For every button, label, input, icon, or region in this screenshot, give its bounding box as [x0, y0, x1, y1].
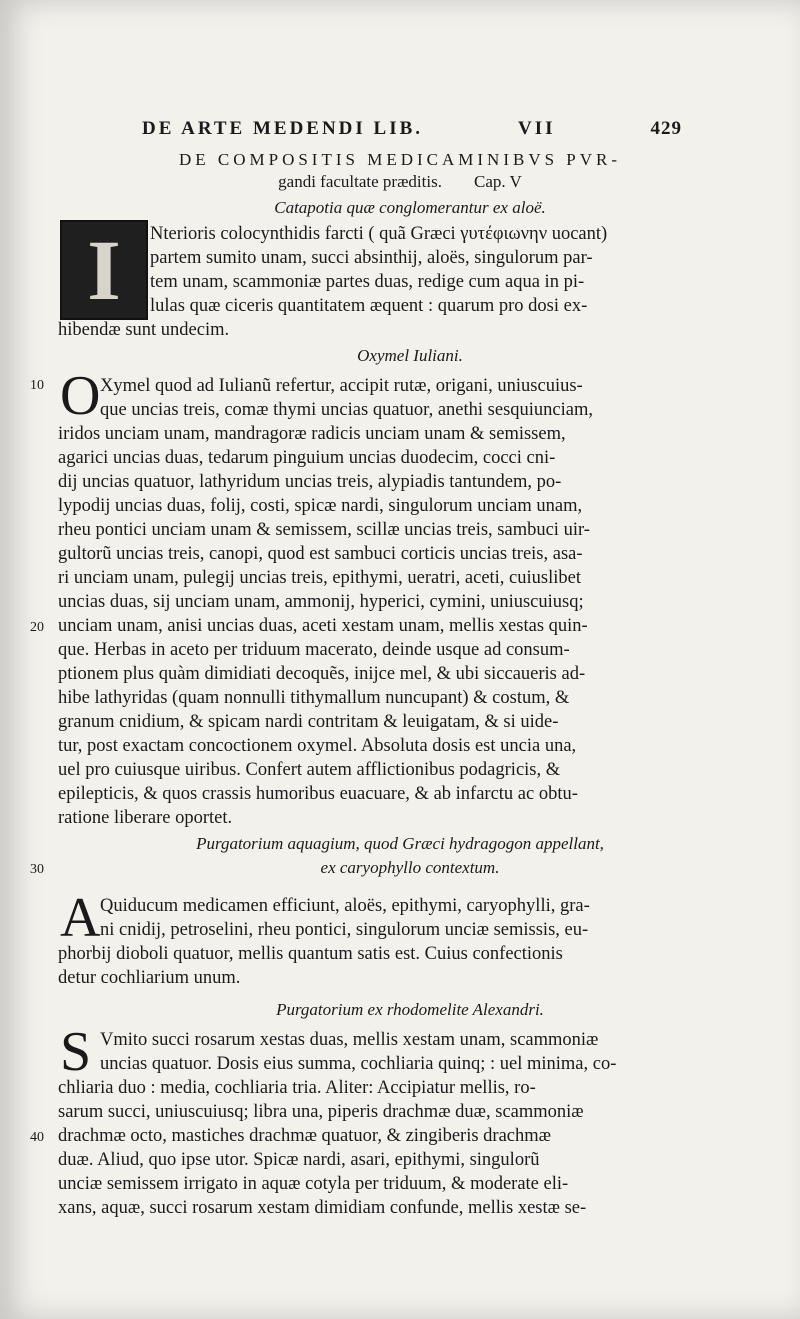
text-line: hibendæ sunt undecim. — [58, 320, 230, 340]
initial-a: A — [60, 887, 101, 949]
text-line: uel pro cuiusque uiribus. Confert autem afflictionibus podagricis, & — [58, 760, 561, 780]
line-number: 40 — [30, 1130, 44, 1145]
section-title-aquagium-2: ex caryophyllo contextum. — [320, 858, 500, 877]
initial-s: S — [60, 1021, 92, 1083]
text-line: iridos unciam unam, mandragoræ radicis unciam unam & semissem, — [58, 424, 566, 444]
text-line: drachmæ octo, mastiches drachmæ quatuor, & zingiberis drachmæ — [58, 1126, 551, 1146]
running-head — [142, 118, 682, 140]
text-line: ratione liberare oportet. — [58, 808, 233, 828]
text-line: Quiducum medicamen efficiunt, aloës, epithymi, caryophylli, gra- — [100, 896, 590, 916]
text-line: ptionem plus quàm dimidiati decoquẽs, inijce mel, & ubi siccaueris ad- — [58, 664, 586, 684]
running-title: DE ARTE MEDENDI LIB. — [142, 118, 424, 139]
text-line: partem sumito unam, succi absinthij, aloës, singulorum par- — [150, 248, 593, 268]
section-title-oxymel: Oxymel Iuliani. — [357, 346, 463, 365]
chapter-title-line1: DE COMPOSITIS MEDICAMINIBVS PVR- — [178, 150, 622, 169]
text-line: xans, aquæ, succi rosarum xestam dimidiam confunde, mellis xestæ se- — [58, 1198, 587, 1218]
text-line: ni cnidij, petroselini, rheu pontici, singulorum unciæ semissis, eu- — [100, 920, 589, 940]
text-line: epilepticis, & quos crassis humoribus euacuare, & ab infarctu ac obtu- — [58, 784, 578, 804]
text-line: que uncias treis, comæ thymi uncias quatuor, anethi sesquiunciam, — [100, 400, 593, 420]
text-line: hibe lathyridas (quam nonnulli tithymallum nuncupant) & costum, & — [58, 688, 570, 708]
text-line: gultorũ uncias treis, canopi, quod est sambuci corticis uncias treis, asa- — [58, 544, 583, 564]
text-line: unciam unam, anisi uncias duas, aceti xestam unam, mellis xestas quin- — [58, 616, 588, 636]
text-line: chliaria duo : media, cochliaria tria. Aliter: Accipiatur mellis, ro- — [58, 1078, 536, 1098]
text-line: detur cochliarium unum. — [58, 968, 241, 988]
text-line: tem unam, scammoniæ partes duas, redige cum aqua in pi- — [150, 272, 585, 292]
text-line: Nterioris colocynthidis farcti ( quã Græci γυτέφιωνην uocant) — [150, 224, 608, 244]
chapter-cap-label: Cap. V — [473, 172, 522, 191]
text-line: lulas quæ ciceris quantitatem æquent : quarum pro dosi ex- — [150, 296, 588, 316]
text-line: Xymel quod ad Iulianũ refertur, accipit rutæ, origani, uniuscuius- — [100, 376, 583, 396]
section-title-rhodomelite: Purgatorium ex rhodomelite Alexandri. — [276, 1000, 544, 1019]
text-line: agarici uncias duas, tedarum pinguium uncias duodecim, cocci cni- — [58, 448, 556, 468]
text-line: que. Herbas in aceto per triduum macerato, deinde usque ad consum- — [58, 640, 570, 660]
chapter-title-text: gandi facultate præditis. — [278, 172, 442, 191]
line-number: 30 — [30, 862, 44, 877]
decorated-initial-letter: I — [87, 222, 121, 318]
text-line: Vmito succi rosarum xestas duas, mellis xestam unam, scammoniæ — [100, 1030, 599, 1050]
text-line: sarum succi, uniuscuiusq; libra una, piperis drachmæ duæ, scammoniæ — [58, 1102, 584, 1122]
text-line: dij uncias quatuor, lathyridum uncias treis, alypiadis tantundem, po- — [58, 472, 562, 492]
text-line: uncias duas, sij unciam unam, ammonij, hyperici, cymini, uniuscuiusq; — [58, 592, 584, 612]
initial-o: O — [60, 365, 101, 427]
text-line: ri unciam unam, pulegij uncias treis, epithymi, ueratri, aceti, cuiuslibet — [58, 568, 581, 588]
text-line: duæ. Aliud, quo ipse utor. Spicæ nardi, asari, epithymi, singulorũ — [58, 1150, 540, 1170]
text-line: tur, post exactam concoctionem oxymel. Absoluta dosis est uncia una, — [58, 736, 577, 756]
line-number: 10 — [30, 378, 44, 393]
decorated-initial — [60, 220, 148, 320]
text-line: rheu pontici unciam unam & semissem, scillæ uncias treis, sambuci uir- — [58, 520, 590, 540]
text-line: phorbij dioboli quatuor, mellis quantum satis est. Cuius confectionis — [58, 944, 563, 964]
line-number: 20 — [30, 620, 44, 635]
text-line: granum cnidium, & spicam nardi contritam & leuigatam, & si uide- — [58, 712, 559, 732]
page-number: 429 — [650, 118, 682, 139]
text-line: lypodij uncias duas, folij, costi, spicæ nardi, singulorum unciam unam, — [58, 496, 583, 516]
text-line: unciæ semissem irrigato in aquæ cotyla per triduum, & moderate eli- — [58, 1174, 569, 1194]
chapter-title-line2 — [120, 172, 680, 192]
book-number: VII — [518, 118, 556, 139]
text-line: uncias quatuor. Dosis eius summa, cochliaria quinq; : uel minima, co- — [100, 1054, 617, 1074]
section-title-aquagium-1: Purgatorium aquagium, quod Græci hydragogon appellant, — [196, 834, 604, 853]
section-title-catapotia: Catapotia quæ conglomerantur ex aloë. — [274, 198, 546, 217]
